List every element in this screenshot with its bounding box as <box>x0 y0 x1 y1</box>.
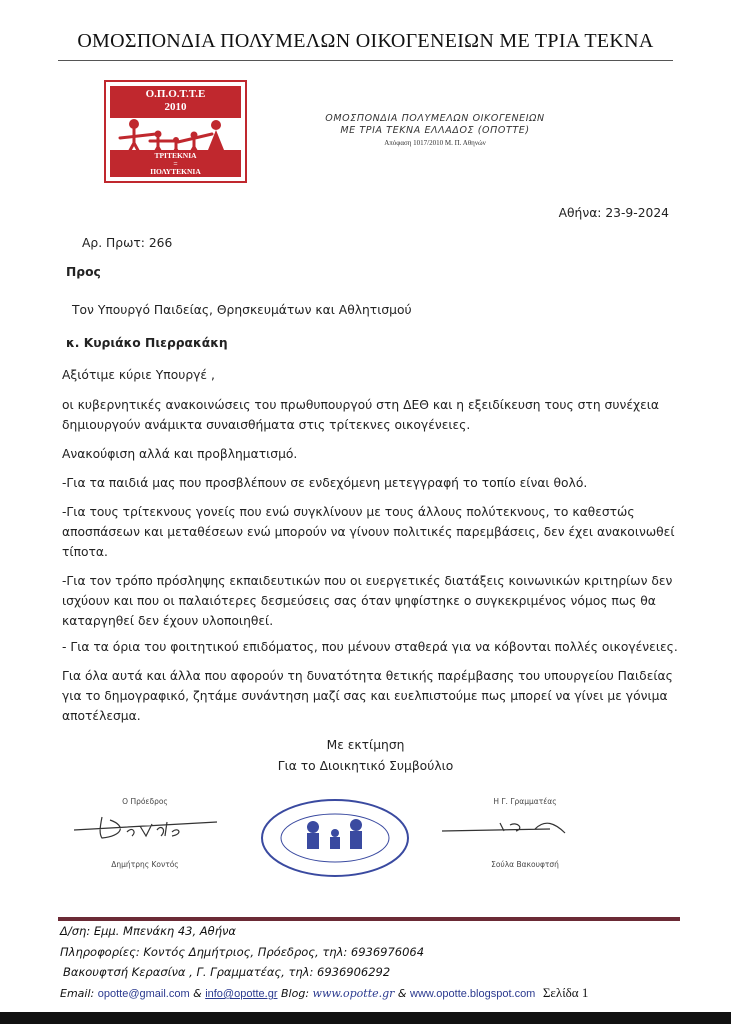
secretary-title: Η Γ. Γραμματέας <box>493 797 557 806</box>
blog-link-blogspot[interactable]: www.opotte.blogspot.com <box>410 988 536 1000</box>
paragraph: -Για τον τρόπο πρόσληψης εκπαιδευτικών που οι ευεργετικές διατάξεις κοινωνικών κριτηρίων δεν ισχύουν και που οι παλαιότερες δεσμεύσεις σας όταν ψηφίστηκε ο συγκεκριμένος νόμος πως θα καταργηθεί δεν έχουν υλοποιηθεί. <box>62 574 673 628</box>
footer-divider <box>58 917 680 921</box>
footer-info-secretary: Βακουφτσή Κερασίνα , Γ. Γραμματέας, τηλ: 6936906292 <box>63 965 391 979</box>
footer-contacts <box>60 985 588 1001</box>
footer-info-president: Πληροφορίες: Κοντός Δημήτριος, Πρόεδρος, τηλ: 6936976064 <box>60 945 425 959</box>
org-line-3: Απόφαση 1017/2010 Μ. Π. Αθηνών <box>384 139 486 147</box>
letter-date: Αθήνα: 23-9-2024 <box>558 206 669 220</box>
logo-year: 2010 <box>164 101 187 113</box>
organization-stamp <box>258 797 413 879</box>
opotte-logo <box>104 80 247 183</box>
email-link-gmail[interactable]: opotte@gmail.com <box>97 988 190 1000</box>
bottom-bar <box>0 1012 731 1024</box>
blog-link-site[interactable]: www.opotte.gr <box>312 987 395 1000</box>
paragraph: - Για τα όρια του φοιτητικού επιδόματος, που μένουν σταθερά για να κόβονται πολλές οικογένειες. <box>62 640 678 654</box>
secretary-signature <box>440 815 570 840</box>
org-line-1: ΟΜΟΣΠΟΝΔΙΑ ΠΟΛΥΜΕΛΩΝ ΟΙΚΟΓΕΝΕΙΩΝ <box>325 113 545 124</box>
president-title: Ο Πρόεδρος <box>122 797 168 806</box>
footer-address: Δ/ση: Εμμ. Μπενάκη 43, Αθήνα <box>60 924 236 938</box>
closing: Με εκτίμηση <box>326 738 405 752</box>
paragraph: -Για τους τρίτεκνους γονείς που ενώ συγκλίνουν με τους άλλους πολύτεκνους, το καθεστώς αποσπάσεων και μεταθέσεων ενώ μπορούν να γίνουν πολιτικές παρεμβάσεις, δεν έχει ανακοινωθεί τίποτα. <box>62 505 675 559</box>
logo-slogan2: ΠΟΛΥΤΕΚΝΙΑ <box>150 167 201 176</box>
logo-slogan-eq: = <box>173 159 178 168</box>
paragraph: Για όλα αυτά και άλλα που αφορούν τη δυνατότητα θετικής παρέμβασης του υπουργείου Παιδείας για το δημογραφικό, ζητάμε συνάντηση μαζί σας και ευελπιστούμε πως μπορεί να γίνει με γόνιμα αποτέλεσμα. <box>62 669 673 723</box>
title-divider <box>58 60 673 61</box>
president-signature <box>72 812 222 842</box>
org-line-2: ΜΕ ΤΡΙΑ ΤΕΚΝΑ ΕΛΛΑΔΟΣ (ΟΠΟΤΤΕ) <box>340 125 530 136</box>
page-number: Σελίδα 1 <box>542 985 589 1000</box>
logo-name: Ο.Π.Ο.Τ.Τ.Ε <box>145 88 206 100</box>
blog-label: Blog: <box>281 987 310 1000</box>
closing-board: Για το Διοικητικό Συμβούλιο <box>277 759 454 773</box>
page-title: ΟΜΟΣΠΟΝΔΙΑ ΠΟΛΥΜΕΛΩΝ ΟΙΚΟΓΕΝΕΙΩΝ ΜΕ ΤΡΙΑ ΤΕΚΝΑ <box>77 30 654 52</box>
amp: & <box>193 987 202 1000</box>
protocol-number: Αρ. Πρωτ: 266 <box>82 236 173 250</box>
email-label: Email: <box>60 987 95 1000</box>
logo-slogan1: ΤΡΙΤΕΚΝΙΑ <box>154 151 197 160</box>
secretary-name: Σούλα Βακουφτσή <box>491 860 559 869</box>
to-label: Προς <box>66 265 101 279</box>
letterhead-org <box>270 113 600 149</box>
paragraph: Ανακούφιση αλλά και προβληματισμό. <box>62 447 298 461</box>
recipient-name: κ. Κυριάκο Πιερρακάκη <box>66 336 228 350</box>
salutation: Αξιότιμε κύριε Υπουργέ , <box>62 368 215 382</box>
paragraph: -Για τα παιδιά μας που προσβλέπουν σε ενδεχόμενη μετεγγραφή το τοπίο είναι θολό. <box>62 476 588 490</box>
paragraph: οι κυβερνητικές ανακοινώσεις του πρωθυπουργού στη ΔΕΘ και η εξειδίκευση τους στη συνέχεια δημιουργούν ανάμικτα συναισθήματα στις τρίτεκνες οικογένειες. <box>62 398 659 432</box>
email-link-info[interactable]: info@opotte.gr <box>205 988 278 1000</box>
president-name: Δημήτρης Κοντός <box>111 860 179 869</box>
amp: & <box>397 987 407 1000</box>
recipient: Τον Υπουργό Παιδείας, Θρησκευμάτων και Αθλητισμού <box>72 303 412 317</box>
